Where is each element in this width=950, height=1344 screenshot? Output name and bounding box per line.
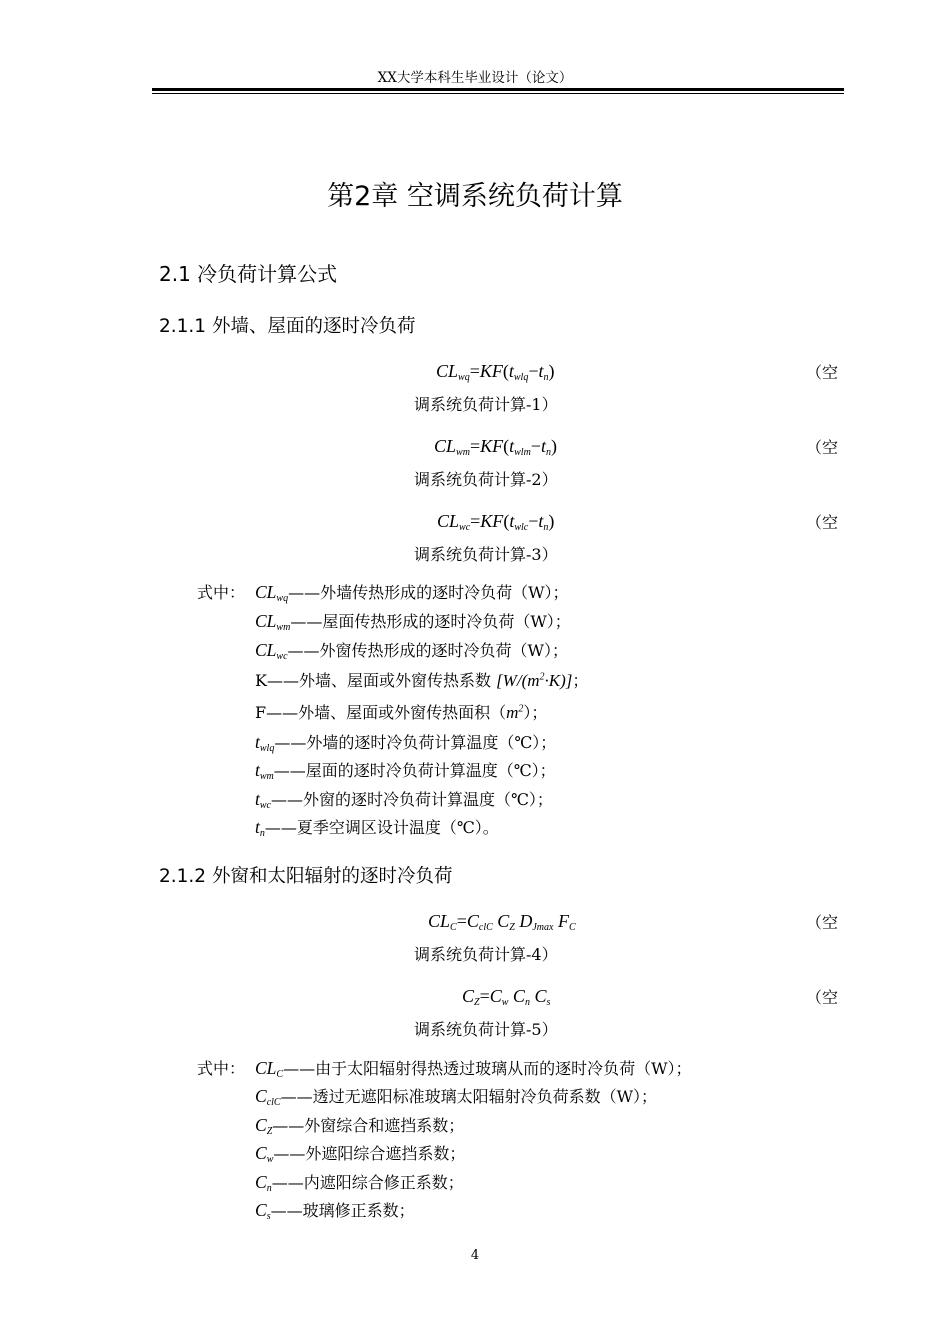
subsection-title-1: 2.1.1 外墙、屋面的逐时冷负荷 [159, 316, 416, 337]
equation-4: $CL_C=C_{clC}$ $C_Z$ $D_{Jmax}$ $F_C$ [428, 911, 576, 933]
equation-1: $CL_{wq}=KF(t_{wlq}-t_n)$ [436, 361, 555, 383]
equation-2: $CL_{wm}=KF(t_{wlm}-t_n)$ [434, 436, 557, 458]
definition-c-clc: $C_{clC}——$透过无遮阳标准玻璃太阳辐射冷负荷系数（W）； [255, 1086, 658, 1108]
chapter-title: 第2章 空调系统负荷计算 [327, 181, 623, 212]
equation-4-number: 调系统负荷计算-4） [414, 945, 558, 964]
definition-c-w: $C_w——$外遮阳综合遮挡系数； [255, 1143, 466, 1165]
equation-4-label: （空 [806, 913, 839, 932]
definition-t-n: $t_n——$夏季空调区设计温度（℃）。 [255, 817, 499, 839]
definition-cl-wm: $CL_{wm}——$屋面传热形成的逐时冷负荷（W）； [255, 611, 571, 633]
equation-3: $CL_{wc}=KF(t_{wlc}-t_n)$ [437, 511, 555, 533]
header-rule-thin [152, 93, 844, 94]
equation-1-label: （空 [806, 363, 839, 382]
definition-cl-c: $CL_C——$由于太阳辐射得热透过玻璃从而的逐时冷负荷（W）； [255, 1058, 692, 1080]
definition-t-wlq: $t_{wlq}——$外墙的逐时冷负荷计算温度（℃）； [255, 732, 557, 754]
equation-3-label: （空 [806, 513, 839, 532]
definition-t-wm: $t_{wm}——$屋面的逐时冷负荷计算温度（℃）； [255, 760, 556, 782]
definitions-lead-2: 式中： [197, 1059, 246, 1078]
equation-2-label: （空 [806, 438, 839, 457]
equation-2-number: 调系统负荷计算-2） [414, 470, 558, 489]
definition-cl-wc: $CL_{wc}——$外窗传热形成的逐时冷负荷（W）； [255, 640, 568, 662]
page-number: 4 [470, 1248, 480, 1263]
definition-c-z: $C_Z——$外窗综合和遮挡系数； [255, 1115, 465, 1137]
definition-c-n: $C_n——$内遮阳综合修正系数； [255, 1172, 464, 1194]
equation-5-label: （空 [806, 988, 839, 1007]
header-rule-thick [152, 88, 844, 91]
subsection-title-2: 2.1.2 外窗和太阳辐射的逐时冷负荷 [159, 866, 453, 887]
definitions-lead-1: 式中： [197, 583, 246, 602]
definition-k: K——外墙、屋面或外窗传热系数 $[W/(m^2\cdot K)]$； [255, 671, 589, 690]
equation-1-number: 调系统负荷计算-1） [414, 395, 558, 414]
section-title: 2.1 冷负荷计算公式 [159, 262, 338, 286]
definition-cl-wq: $CL_{wq}——$外墙传热形成的逐时冷负荷（W）； [255, 582, 569, 604]
definition-c-s: $C_s——$玻璃修正系数； [255, 1200, 415, 1222]
page-header: XX大学本科生毕业设计（论文） [377, 70, 573, 86]
equation-5-number: 调系统负荷计算-5） [414, 1020, 558, 1039]
equation-5: $C_Z=C_w$ $C_n$ $C_s$ [462, 986, 551, 1008]
definition-f: F——外墙、屋面或外窗传热面积$(m^2)$； [255, 703, 548, 722]
equation-3-number: 调系统负荷计算-3） [414, 545, 558, 564]
definition-t-wc: $t_{wc}——$外窗的逐时冷负荷计算温度（℃）； [255, 789, 553, 811]
